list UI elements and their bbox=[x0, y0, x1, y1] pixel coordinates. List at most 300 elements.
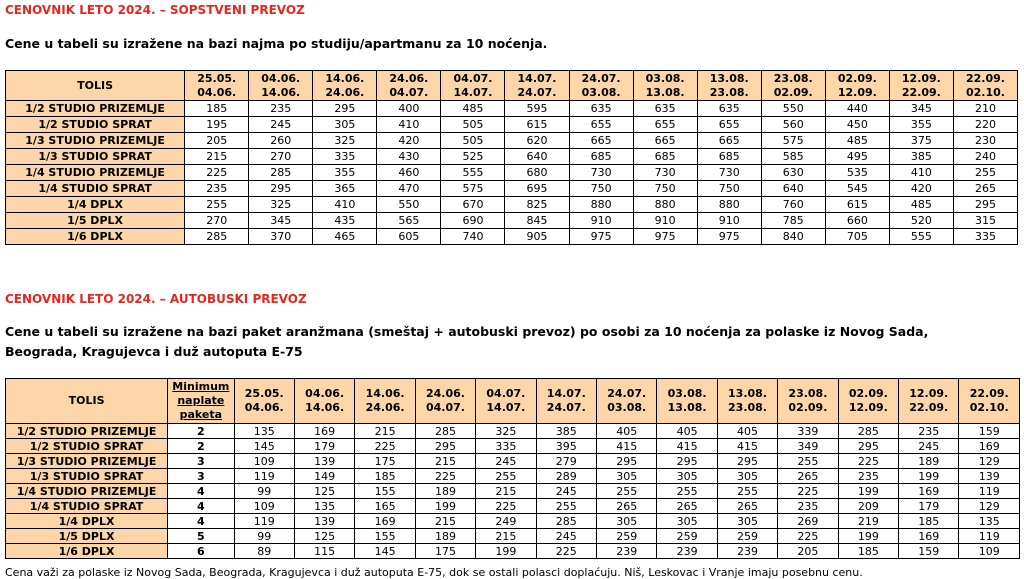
unit-type-cell: 1/3 STUDIO SPRAT bbox=[6, 469, 168, 484]
price-cell: 670 bbox=[441, 197, 505, 213]
price-cell: 415 bbox=[657, 439, 717, 454]
period-start: 14.07. bbox=[546, 387, 586, 400]
header-period bbox=[597, 379, 657, 424]
price-cell: 525 bbox=[441, 149, 505, 165]
period-end: 12.09. bbox=[848, 401, 888, 414]
price-cell: 295 bbox=[717, 454, 777, 469]
price-cell: 265 bbox=[657, 499, 717, 514]
price-cell: 685 bbox=[633, 149, 697, 165]
price-cell: 880 bbox=[633, 197, 697, 213]
price-cell: 189 bbox=[899, 454, 959, 469]
period-end: 22.09. bbox=[909, 401, 949, 414]
period-start: 14.06. bbox=[365, 387, 405, 400]
minimum-cell: 4 bbox=[168, 484, 234, 499]
period-start: 14.07. bbox=[517, 71, 557, 85]
price-cell: 99 bbox=[234, 529, 294, 544]
price-cell: 325 bbox=[476, 424, 536, 439]
price-cell: 235 bbox=[185, 181, 249, 197]
price-cell: 450 bbox=[825, 117, 889, 133]
price-cell: 215 bbox=[185, 149, 249, 165]
price-cell: 605 bbox=[377, 229, 441, 245]
price-cell: 265 bbox=[778, 469, 838, 484]
price-cell: 550 bbox=[377, 197, 441, 213]
price-cell: 505 bbox=[441, 133, 505, 149]
price-cell: 99 bbox=[234, 484, 294, 499]
minimum-cell: 5 bbox=[168, 529, 234, 544]
price-cell: 179 bbox=[294, 439, 354, 454]
price-cell: 750 bbox=[633, 181, 697, 197]
header-period bbox=[536, 379, 596, 424]
price-cell: 195 bbox=[185, 117, 249, 133]
unit-type-cell: 1/2 STUDIO PRIZEMLJE bbox=[6, 424, 168, 439]
price-cell: 119 bbox=[959, 529, 1020, 544]
period-start: 13.08. bbox=[709, 71, 749, 85]
price-cell: 155 bbox=[355, 529, 415, 544]
price-cell: 225 bbox=[476, 499, 536, 514]
period-end: 12.09. bbox=[837, 85, 877, 99]
header-period bbox=[697, 71, 761, 101]
price-cell: 119 bbox=[959, 484, 1020, 499]
price-cell: 305 bbox=[597, 469, 657, 484]
period-end: 24.07. bbox=[517, 85, 557, 99]
price-cell: 255 bbox=[657, 484, 717, 499]
section-description-bus-transport bbox=[5, 322, 928, 362]
price-cell: 135 bbox=[294, 499, 354, 514]
price-cell: 179 bbox=[899, 499, 959, 514]
table-row bbox=[6, 439, 1020, 454]
price-cell: 219 bbox=[838, 514, 898, 529]
price-cell: 640 bbox=[761, 181, 825, 197]
price-cell: 209 bbox=[838, 499, 898, 514]
price-cell: 635 bbox=[569, 101, 633, 117]
price-cell: 159 bbox=[899, 544, 959, 559]
period-start: 24.06. bbox=[425, 387, 465, 400]
price-cell: 245 bbox=[536, 529, 596, 544]
price-cell: 840 bbox=[761, 229, 825, 245]
price-cell: 155 bbox=[355, 484, 415, 499]
price-cell: 410 bbox=[889, 165, 953, 181]
price-cell: 235 bbox=[778, 499, 838, 514]
table-row bbox=[6, 499, 1020, 514]
price-cell: 410 bbox=[377, 117, 441, 133]
price-cell: 305 bbox=[597, 514, 657, 529]
price-cell: 199 bbox=[899, 469, 959, 484]
period-end: 13.08. bbox=[645, 85, 685, 99]
price-cell: 325 bbox=[313, 133, 377, 149]
period-end: 03.08. bbox=[607, 401, 647, 414]
price-cell: 109 bbox=[234, 454, 294, 469]
price-cell: 239 bbox=[657, 544, 717, 559]
price-cell: 690 bbox=[441, 213, 505, 229]
price-cell: 220 bbox=[953, 117, 1017, 133]
price-cell: 255 bbox=[953, 165, 1017, 181]
table-row bbox=[6, 454, 1020, 469]
period-end: 03.08. bbox=[581, 85, 621, 99]
price-cell: 460 bbox=[377, 165, 441, 181]
period-end: 14.07. bbox=[453, 85, 493, 99]
price-cell: 89 bbox=[234, 544, 294, 559]
unit-type-cell: 1/4 DPLX bbox=[6, 197, 185, 213]
period-start: 22.09. bbox=[965, 71, 1005, 85]
price-cell: 259 bbox=[717, 529, 777, 544]
price-cell: 485 bbox=[889, 197, 953, 213]
price-cell: 215 bbox=[415, 454, 475, 469]
header-period bbox=[505, 71, 569, 101]
price-cell: 565 bbox=[377, 213, 441, 229]
price-cell: 119 bbox=[234, 469, 294, 484]
price-cell: 305 bbox=[657, 469, 717, 484]
price-cell: 245 bbox=[536, 484, 596, 499]
table-row bbox=[6, 529, 1020, 544]
price-cell: 289 bbox=[536, 469, 596, 484]
price-cell: 685 bbox=[569, 149, 633, 165]
price-cell: 740 bbox=[441, 229, 505, 245]
unit-type-cell: 1/2 STUDIO PRIZEMLJE bbox=[6, 101, 185, 117]
table-row bbox=[6, 117, 1018, 133]
price-cell: 225 bbox=[536, 544, 596, 559]
price-cell: 620 bbox=[505, 133, 569, 149]
table-row bbox=[6, 229, 1018, 245]
price-cell: 295 bbox=[597, 454, 657, 469]
header-period bbox=[778, 379, 838, 424]
price-cell: 335 bbox=[476, 439, 536, 454]
price-cell: 665 bbox=[633, 133, 697, 149]
price-cell: 495 bbox=[825, 149, 889, 165]
price-cell: 420 bbox=[377, 133, 441, 149]
price-cell: 235 bbox=[838, 469, 898, 484]
price-cell: 269 bbox=[778, 514, 838, 529]
price-cell: 305 bbox=[313, 117, 377, 133]
price-cell: 175 bbox=[415, 544, 475, 559]
price-cell: 255 bbox=[597, 484, 657, 499]
price-cell: 125 bbox=[294, 529, 354, 544]
price-cell: 225 bbox=[838, 454, 898, 469]
period-end: 23.08. bbox=[709, 85, 749, 99]
price-cell: 880 bbox=[697, 197, 761, 213]
price-cell: 159 bbox=[959, 424, 1020, 439]
minimum-cell: 3 bbox=[168, 469, 234, 484]
price-cell: 400 bbox=[377, 101, 441, 117]
price-cell: 129 bbox=[959, 499, 1020, 514]
unit-type-cell: 1/2 STUDIO SPRAT bbox=[6, 439, 168, 454]
price-cell: 285 bbox=[185, 229, 249, 245]
price-cell: 760 bbox=[761, 197, 825, 213]
price-cell: 285 bbox=[415, 424, 475, 439]
period-start: 14.06. bbox=[325, 71, 365, 85]
price-cell: 230 bbox=[953, 133, 1017, 149]
price-cell: 215 bbox=[476, 529, 536, 544]
price-table-own-transport bbox=[5, 70, 1018, 245]
section-title-bus-transport: CENOVNIK LETO 2024. – AUTOBUSKI PREVOZ bbox=[5, 292, 307, 306]
price-cell: 109 bbox=[959, 544, 1020, 559]
period-end: 04.06. bbox=[197, 85, 237, 99]
period-end: 24.06. bbox=[325, 85, 365, 99]
price-cell: 295 bbox=[415, 439, 475, 454]
price-cell: 730 bbox=[633, 165, 697, 181]
price-cell: 485 bbox=[441, 101, 505, 117]
period-start: 04.07. bbox=[453, 71, 493, 85]
price-cell: 235 bbox=[249, 101, 313, 117]
header-period bbox=[185, 71, 249, 101]
price-cell: 259 bbox=[657, 529, 717, 544]
header-period bbox=[415, 379, 475, 424]
price-cell: 199 bbox=[838, 529, 898, 544]
header-period bbox=[717, 379, 777, 424]
price-cell: 295 bbox=[953, 197, 1017, 213]
header-period bbox=[476, 379, 536, 424]
section-description-own-transport: Cene u tabeli su izražene na bazi najma po studiju/apartmanu za 10 noćenja. bbox=[5, 36, 548, 51]
price-cell: 295 bbox=[838, 439, 898, 454]
price-cell: 365 bbox=[313, 181, 377, 197]
price-cell: 139 bbox=[959, 469, 1020, 484]
unit-type-cell: 1/6 DPLX bbox=[6, 544, 168, 559]
price-cell: 595 bbox=[505, 101, 569, 117]
price-cell: 635 bbox=[633, 101, 697, 117]
price-cell: 199 bbox=[415, 499, 475, 514]
table-row bbox=[6, 484, 1020, 499]
period-end: 24.07. bbox=[546, 401, 586, 414]
price-cell: 345 bbox=[889, 101, 953, 117]
unit-type-cell: 1/4 STUDIO PRIZEMLJE bbox=[6, 165, 185, 181]
period-start: 04.06. bbox=[261, 71, 301, 85]
price-cell: 405 bbox=[717, 424, 777, 439]
header-min-line: paketa bbox=[179, 408, 223, 421]
period-start: 04.07. bbox=[486, 387, 526, 400]
price-cell: 825 bbox=[505, 197, 569, 213]
price-cell: 255 bbox=[476, 469, 536, 484]
price-cell: 205 bbox=[185, 133, 249, 149]
header-period bbox=[889, 71, 953, 101]
price-cell: 975 bbox=[569, 229, 633, 245]
header-min-line: Minimum bbox=[172, 380, 230, 393]
price-cell: 265 bbox=[597, 499, 657, 514]
price-cell: 555 bbox=[441, 165, 505, 181]
price-cell: 440 bbox=[825, 101, 889, 117]
unit-type-cell: 1/2 STUDIO SPRAT bbox=[6, 117, 185, 133]
price-cell: 225 bbox=[355, 439, 415, 454]
table-row bbox=[6, 469, 1020, 484]
header-period bbox=[249, 71, 313, 101]
price-cell: 135 bbox=[959, 514, 1020, 529]
price-cell: 185 bbox=[838, 544, 898, 559]
price-cell: 169 bbox=[959, 439, 1020, 454]
period-start: 02.09. bbox=[837, 71, 877, 85]
price-cell: 169 bbox=[355, 514, 415, 529]
price-cell: 695 bbox=[505, 181, 569, 197]
price-cell: 550 bbox=[761, 101, 825, 117]
period-start: 03.08. bbox=[645, 71, 685, 85]
footer-note: Cena važi za polaske iz Novog Sada, Beograda, Kragujevca i duž autoputa E-75, dok se ostali polasci doplaćuju. Niš, Leskovac i Vranje imaju posebnu cenu. bbox=[5, 566, 863, 579]
price-cell: 139 bbox=[294, 454, 354, 469]
period-start: 12.09. bbox=[901, 71, 941, 85]
price-cell: 235 bbox=[899, 424, 959, 439]
price-cell: 225 bbox=[185, 165, 249, 181]
unit-type-cell: 1/4 STUDIO SPRAT bbox=[6, 499, 168, 514]
price-cell: 325 bbox=[249, 197, 313, 213]
header-period bbox=[294, 379, 354, 424]
price-cell: 575 bbox=[441, 181, 505, 197]
table-row bbox=[6, 165, 1018, 181]
price-cell: 175 bbox=[355, 454, 415, 469]
price-cell: 215 bbox=[415, 514, 475, 529]
price-cell: 115 bbox=[294, 544, 354, 559]
table-row bbox=[6, 101, 1018, 117]
price-cell: 730 bbox=[697, 165, 761, 181]
price-cell: 655 bbox=[569, 117, 633, 133]
price-cell: 270 bbox=[249, 149, 313, 165]
price-cell: 129 bbox=[959, 454, 1020, 469]
price-cell: 355 bbox=[313, 165, 377, 181]
period-end: 24.06. bbox=[365, 401, 405, 414]
price-cell: 730 bbox=[569, 165, 633, 181]
period-start: 25.05. bbox=[197, 71, 237, 85]
header-period bbox=[234, 379, 294, 424]
price-cell: 750 bbox=[569, 181, 633, 197]
price-cell: 199 bbox=[838, 484, 898, 499]
price-cell: 395 bbox=[536, 439, 596, 454]
price-cell: 149 bbox=[294, 469, 354, 484]
unit-type-cell: 1/5 DPLX bbox=[6, 529, 168, 544]
price-cell: 975 bbox=[633, 229, 697, 245]
price-cell: 615 bbox=[505, 117, 569, 133]
price-cell: 705 bbox=[825, 229, 889, 245]
price-table-bus-transport bbox=[5, 378, 1020, 559]
header-min-line: naplate bbox=[177, 394, 225, 407]
price-cell: 135 bbox=[234, 424, 294, 439]
price-cell: 385 bbox=[536, 424, 596, 439]
price-cell: 305 bbox=[657, 514, 717, 529]
price-cell: 225 bbox=[778, 484, 838, 499]
price-cell: 265 bbox=[953, 181, 1017, 197]
header-minimum-payment bbox=[168, 379, 234, 424]
price-cell: 239 bbox=[717, 544, 777, 559]
price-cell: 285 bbox=[249, 165, 313, 181]
header-period bbox=[633, 71, 697, 101]
price-cell: 165 bbox=[355, 499, 415, 514]
unit-type-cell: 1/3 STUDIO PRIZEMLJE bbox=[6, 454, 168, 469]
price-cell: 295 bbox=[249, 181, 313, 197]
price-cell: 415 bbox=[597, 439, 657, 454]
price-cell: 910 bbox=[569, 213, 633, 229]
period-start: 24.06. bbox=[389, 71, 429, 85]
period-start: 23.08. bbox=[773, 71, 813, 85]
price-cell: 205 bbox=[778, 544, 838, 559]
price-cell: 375 bbox=[889, 133, 953, 149]
price-cell: 239 bbox=[597, 544, 657, 559]
period-end: 04.07. bbox=[389, 85, 429, 99]
table-row bbox=[6, 149, 1018, 165]
price-cell: 910 bbox=[633, 213, 697, 229]
period-end: 04.06. bbox=[244, 401, 284, 414]
price-cell: 255 bbox=[717, 484, 777, 499]
header-tolis: TOLIS bbox=[6, 379, 168, 424]
price-cell: 185 bbox=[185, 101, 249, 117]
period-end: 14.06. bbox=[261, 85, 301, 99]
price-cell: 405 bbox=[597, 424, 657, 439]
price-cell: 345 bbox=[249, 213, 313, 229]
unit-type-cell: 1/6 DPLX bbox=[6, 229, 185, 245]
price-cell: 585 bbox=[761, 149, 825, 165]
unit-type-cell: 1/4 STUDIO PRIZEMLJE bbox=[6, 484, 168, 499]
price-cell: 245 bbox=[476, 454, 536, 469]
period-start: 03.08. bbox=[667, 387, 707, 400]
unit-type-cell: 1/4 STUDIO SPRAT bbox=[6, 181, 185, 197]
price-cell: 545 bbox=[825, 181, 889, 197]
minimum-cell: 4 bbox=[168, 499, 234, 514]
period-start: 04.06. bbox=[305, 387, 345, 400]
price-cell: 225 bbox=[778, 529, 838, 544]
period-start: 22.09. bbox=[969, 387, 1009, 400]
price-cell: 119 bbox=[234, 514, 294, 529]
price-cell: 245 bbox=[249, 117, 313, 133]
price-cell: 169 bbox=[899, 529, 959, 544]
period-start: 02.09. bbox=[848, 387, 888, 400]
table-row bbox=[6, 514, 1020, 529]
header-period bbox=[838, 379, 898, 424]
table-header-row bbox=[6, 379, 1020, 424]
price-cell: 435 bbox=[313, 213, 377, 229]
period-end: 02.10. bbox=[965, 85, 1005, 99]
price-cell: 285 bbox=[838, 424, 898, 439]
price-cell: 215 bbox=[476, 484, 536, 499]
price-cell: 640 bbox=[505, 149, 569, 165]
price-cell: 785 bbox=[761, 213, 825, 229]
price-cell: 535 bbox=[825, 165, 889, 181]
price-cell: 560 bbox=[761, 117, 825, 133]
period-end: 02.09. bbox=[788, 401, 828, 414]
unit-type-cell: 1/3 STUDIO SPRAT bbox=[6, 149, 185, 165]
price-cell: 655 bbox=[633, 117, 697, 133]
period-start: 12.09. bbox=[909, 387, 949, 400]
price-cell: 665 bbox=[569, 133, 633, 149]
price-cell: 185 bbox=[899, 514, 959, 529]
price-cell: 905 bbox=[505, 229, 569, 245]
price-cell: 339 bbox=[778, 424, 838, 439]
period-end: 14.07. bbox=[486, 401, 526, 414]
period-end: 13.08. bbox=[667, 401, 707, 414]
price-cell: 335 bbox=[313, 149, 377, 165]
price-cell: 185 bbox=[355, 469, 415, 484]
price-cell: 259 bbox=[597, 529, 657, 544]
price-cell: 430 bbox=[377, 149, 441, 165]
table-row bbox=[6, 133, 1018, 149]
minimum-cell: 2 bbox=[168, 424, 234, 439]
price-cell: 139 bbox=[294, 514, 354, 529]
price-cell: 750 bbox=[697, 181, 761, 197]
price-cell: 680 bbox=[505, 165, 569, 181]
price-cell: 405 bbox=[657, 424, 717, 439]
price-cell: 265 bbox=[717, 499, 777, 514]
price-cell: 255 bbox=[185, 197, 249, 213]
price-cell: 260 bbox=[249, 133, 313, 149]
price-cell: 145 bbox=[355, 544, 415, 559]
table-header-row bbox=[6, 71, 1018, 101]
price-cell: 975 bbox=[697, 229, 761, 245]
table-row bbox=[6, 213, 1018, 229]
header-period bbox=[899, 379, 959, 424]
price-cell: 279 bbox=[536, 454, 596, 469]
price-cell: 125 bbox=[294, 484, 354, 499]
table-row bbox=[6, 197, 1018, 213]
price-cell: 420 bbox=[889, 181, 953, 197]
period-start: 23.08. bbox=[788, 387, 828, 400]
period-end: 02.09. bbox=[773, 85, 813, 99]
unit-type-cell: 1/5 DPLX bbox=[6, 213, 185, 229]
description-line: Cene u tabeli su izražene na bazi paket aranžmana (smeštaj + autobuski prevoz) po osobi za 10 noćenja za polaske iz Novog Sada, bbox=[5, 324, 929, 339]
price-cell: 305 bbox=[717, 514, 777, 529]
header-period bbox=[953, 71, 1017, 101]
section-title-own-transport: CENOVNIK LETO 2024. – SOPSTVENI PREVOZ bbox=[5, 3, 305, 17]
